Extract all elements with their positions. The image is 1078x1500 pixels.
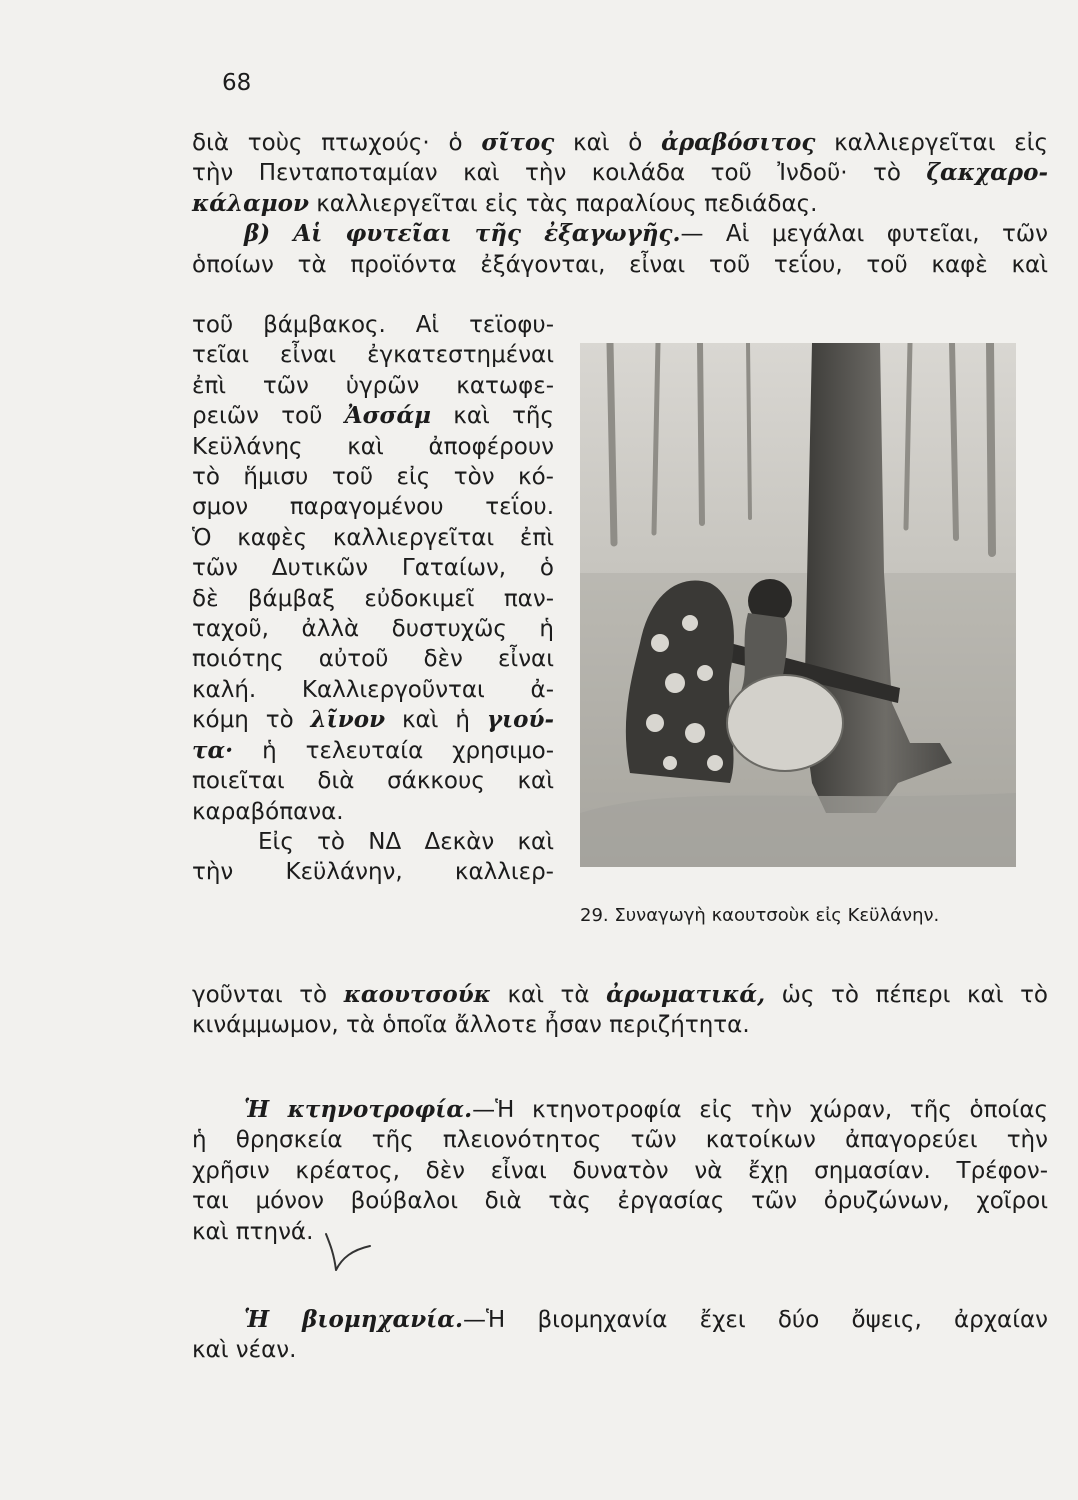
text-run: καὶ ὁ xyxy=(554,130,662,156)
text-line xyxy=(192,250,1048,280)
emphasis-term: ἀρωματικά, xyxy=(606,981,766,1008)
text-run: τοῦ βάμβακος. Αἱ τεϊοφυ- xyxy=(192,312,554,338)
text-run: —Ἡ βιομηχανία ἔχει δύο ὄψεις, ἀρχαίαν xyxy=(463,1307,1048,1333)
text-line xyxy=(192,736,554,766)
paragraph-crops xyxy=(192,128,1048,280)
emphasis-term: Ἡ κτηνοτροφία. xyxy=(244,1096,473,1123)
text-run: ρειῶν τοῦ xyxy=(192,403,345,430)
text-run: διὰ τοὺς πτωχούς· ὁ xyxy=(192,130,482,156)
paragraph-plantations xyxy=(192,310,554,888)
text-line xyxy=(192,1335,1048,1365)
text-run: ποιεῖται διὰ σάκκους καὶ xyxy=(192,768,554,795)
text-line xyxy=(192,1095,1048,1125)
text-line xyxy=(192,1125,1048,1155)
paragraph-industry xyxy=(192,1305,1048,1366)
text-run: ἡ τελευταία χρησιμο- xyxy=(233,737,554,764)
text-run: κινάμμωμον, τὰ ὁποῖα ἄλλοτε ἦσαν περιζήτητα. xyxy=(192,1012,750,1039)
emphasis-term: Ἡ βιομηχανία. xyxy=(244,1306,464,1333)
text-run: τὴν Κεϋλάνην, καλλιερ- xyxy=(192,859,554,886)
emphasis-term: β) Αἱ φυτεῖαι τῆς ἐξαγωγῆς. xyxy=(244,220,681,248)
text-run: τῶν Δυτικῶν Γαταίων, ὁ xyxy=(192,555,554,582)
text-line xyxy=(192,705,554,735)
emphasis-term: ἀραβόσιτος xyxy=(661,129,816,156)
text-run: ἡ θρησκεία τῆς πλειονότητος τῶν κατοίκων ἀπαγορεύει τὴν xyxy=(192,1127,1048,1154)
text-run: ὡς τὸ πέπερι καὶ τὸ xyxy=(765,982,1048,1008)
text-run: Κεϋλάνης καὶ ἀποφέρουν xyxy=(192,433,554,460)
text-line xyxy=(192,980,1048,1010)
text-run: τεῖαι εἶναι ἐγκατεστημέναι xyxy=(192,342,554,369)
text-line xyxy=(192,1305,1048,1335)
emphasis-term: γιού- xyxy=(486,706,554,734)
text-run: καὶ πτηνά. xyxy=(192,1218,314,1245)
text-run: καὶ ἡ xyxy=(385,707,487,734)
text-run: Εἰς τὸ ΝΔ Δεκὰν καὶ xyxy=(258,828,554,855)
text-line xyxy=(192,827,554,857)
text-run: —Ἡ κτηνοτροφία εἰς τὴν χώραν, τῆς ὁποίας xyxy=(472,1097,1048,1123)
text-line xyxy=(192,401,554,431)
text-line xyxy=(192,492,554,522)
text-line xyxy=(192,1156,1048,1186)
text-line xyxy=(192,371,554,401)
text-line xyxy=(192,766,554,796)
text-run: ποιότης αὐτοῦ δὲν εἶναι xyxy=(192,646,554,673)
text-line xyxy=(192,462,554,492)
text-line xyxy=(192,219,1048,249)
text-line xyxy=(192,553,554,583)
text-line xyxy=(192,310,554,340)
figure-caption: 29. Συναγωγὴ καουτσοὺκ εἰς Κεϋλάνην. xyxy=(580,905,940,926)
text-line xyxy=(192,857,554,887)
text-run: ταχοῦ, ἀλλὰ δυστυχῶς ἡ xyxy=(192,616,554,643)
rubber-tapping-photo xyxy=(580,343,1016,867)
text-line xyxy=(192,584,554,614)
text-run: καὶ τὰ xyxy=(490,982,607,1008)
text-run: ἐπὶ τῶν ὑγρῶν κατωφε- xyxy=(192,372,554,399)
text-run: Ὁ καφὲς καλλιεργεῖται ἐπὶ xyxy=(192,524,554,551)
text-run: χρῆσιν κρέατος, δὲν εἶναι δυνατὸν νὰ ἔχῃ σημασίαν. Τρέφον- xyxy=(192,1157,1048,1184)
emphasis-term: τα· xyxy=(192,736,234,764)
text-run: καλή. Καλλιεργοῦνται ἀ- xyxy=(192,676,554,703)
text-run: τὸ ἥμισυ τοῦ εἰς τὸν κό- xyxy=(192,464,554,491)
text-line xyxy=(192,1186,1048,1216)
text-run: καὶ νέαν. xyxy=(192,1337,297,1364)
text-run: ὁποίων τὰ προϊόντα ἐξάγονται, εἶναι τοῦ τεΐου, τοῦ καφὲ καὶ xyxy=(192,251,1048,278)
text-line xyxy=(192,797,554,827)
text-line xyxy=(192,189,1048,219)
emphasis-term: λῖνον xyxy=(310,706,386,734)
text-line xyxy=(192,644,554,674)
paragraph-rubber-spices xyxy=(192,980,1048,1041)
pencil-mark xyxy=(312,1230,382,1280)
text-run: κόμη τὸ xyxy=(192,707,311,734)
text-run: καλλιεργεῖται εἰς τὰς παραλίους πεδιάδας. xyxy=(308,190,818,217)
text-line xyxy=(192,158,1048,188)
page-number: 68 xyxy=(222,70,252,96)
emphasis-term: κάλαμον xyxy=(192,189,309,217)
text-run: σμον παραγομένου τεΐου. xyxy=(192,494,554,521)
text-run: καραβόπανα. xyxy=(192,798,344,825)
text-run: δὲ βάμβαξ εὐδοκιμεῖ παν- xyxy=(192,585,554,612)
text-line xyxy=(192,340,554,370)
paragraph-livestock xyxy=(192,1095,1048,1247)
emphasis-term: σῖτος xyxy=(481,129,555,156)
text-line xyxy=(192,128,1048,158)
emphasis-term: ζακχαρο- xyxy=(926,159,1048,187)
text-line xyxy=(192,523,554,553)
text-line xyxy=(192,614,554,644)
text-run: τὴν Πενταποταμίαν καὶ τὴν κοιλάδα τοῦ Ἰνδοῦ· τὸ xyxy=(192,160,927,187)
emphasis-term: Ἀσσάμ xyxy=(344,402,432,430)
emphasis-term: καουτσούκ xyxy=(343,981,491,1008)
text-run: ται μόνον βούβαλοι διὰ τὰς ἐργασίας τῶν ὀρυζώνων, χοῖροι xyxy=(192,1188,1048,1215)
text-run: γοῦνται τὸ xyxy=(192,982,344,1008)
text-run: καὶ τῆς xyxy=(431,403,554,430)
text-line xyxy=(192,432,554,462)
text-run: — Αἱ μεγάλαι φυτεῖαι, τῶν xyxy=(680,221,1048,248)
text-line xyxy=(192,675,554,705)
text-run: καλλιεργεῖται εἰς xyxy=(815,130,1048,156)
text-line xyxy=(192,1010,1048,1040)
